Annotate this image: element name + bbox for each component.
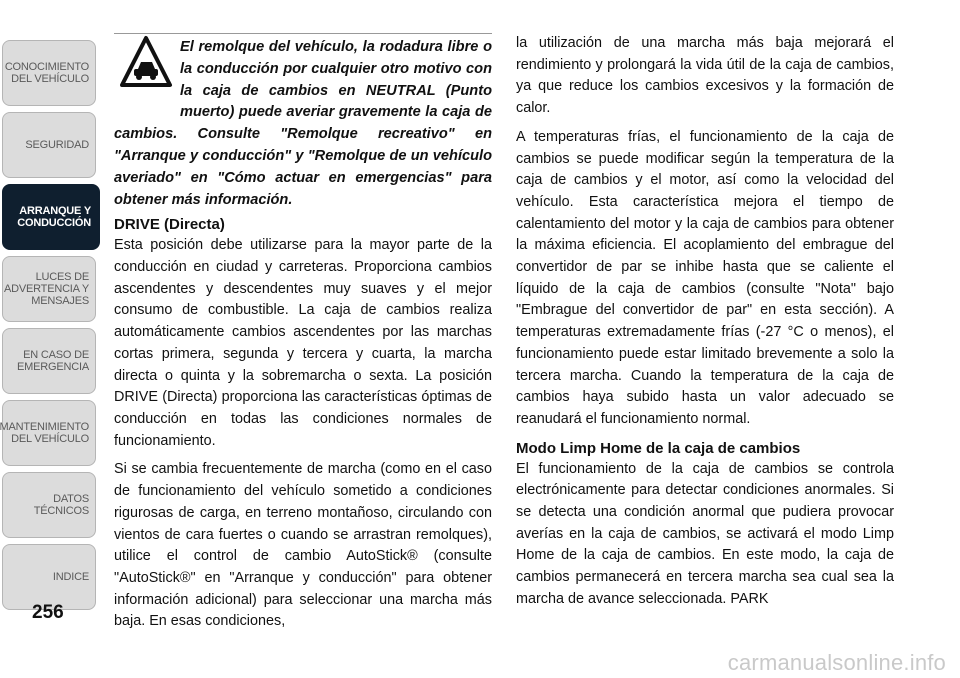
left-column [114, 33, 492, 640]
paragraph: Si se cambia frecuentemente de marcha (como en el caso de funcionamiento del vehículo sometido a condiciones rigurosas de carga, en terreno montañoso, circulando con vientos de cara fuertes o cuando se arrastran remolques), utilice el control de cambio AutoStick® (consulte "AutoStick®" en "Arranque y conducción" para obtener información adicional) para seleccionar una marcha más baja. En esas condiciones, [114, 461, 492, 630]
page-number: 256 [32, 602, 64, 623]
right-column [516, 33, 894, 618]
tab-arranque-y-conduccion[interactable]: ARRANQUE Y CONDUCCIÓN [2, 184, 98, 250]
tab-mantenimiento[interactable]: MANTENIMIENTO DEL VEHÍCULO [2, 400, 96, 466]
watermark: carmanualsonline.info [727, 650, 946, 675]
warning-top-rule [114, 33, 492, 34]
warning-text: El remolque del vehículo, la rodadura libre o la conducción por cualquier otro motivo con la caja de cambios en NEUTRAL (Punto muerto) puede averiar gravemente la caja de cambios. Consulte "Remolque recreativo" en "Arranque y conducción" y "Remolque de un vehículo averiado" en "Cómo actuar en emergencias" para obtener más información. [114, 39, 492, 208]
warning-triangle-car-icon [119, 35, 173, 89]
warning-box [114, 33, 492, 211]
tab-en-caso-de-emergencia[interactable]: EN CASO DE EMERGENCIA [2, 328, 96, 394]
tab-luces-de-advertencia[interactable]: LUCES DE ADVERTENCIA Y MENSAJES [2, 256, 96, 322]
tab-indice[interactable]: INDICE [2, 544, 96, 610]
paragraph: Esta posición debe utilizarse para la mayor parte de la conducción en ciudad y carreteras. Proporciona cambios ascendentes y descendentes muy suaves y el mejor consumo de combustible. La caja de cambios realiza automáticamente cambios ascendentes por las marchas cortas primera, segunda y tercera y cuarta, la marcha directa o quinta y la sobremarcha o sexta. La posición DRIVE (Directa) proporciona las características óptimas de conducción en todas las condiciones normales de funcionamiento. [114, 237, 492, 449]
paragraph: la utilización de una marcha más baja mejorará el rendimiento y prolongará la vida útil de la caja de cambios, ya que reduce los cambios excesivos y la formación de calor. [516, 35, 894, 117]
tab-conocimiento-del-vehiculo[interactable]: CONOCIMIENTO DEL VEHÍCULO [2, 40, 96, 106]
chapter-sidebar [0, 0, 100, 678]
paragraph: A temperaturas frías, el funcionamiento de la caja de cambios se puede modificar según la temperatura de la caja de cambios y el motor, así como la velocidad del vehículo. Esta característica mejora el tiempo de calentamiento del motor y la caja de cambios para obtener la máxima eficiencia. El acoplamiento del embrague del convertidor de par se inhibe hasta que se caliente el líquido de la caja de cambios (consulte "Nota" bajo "Embrague del convertidor de par" en esta sección). A temperaturas extremadamente frías (-27 °C o menos), el funcionamiento puede estar limitado brevemente a solo la tercera marcha. Cuando la temperatura de la caja de cambios haya subido hasta un valor adecuado se reanudará el funcionamiento normal. [516, 128, 894, 427]
section-heading-drive: DRIVE (Directa) [114, 216, 225, 234]
tab-datos-tecnicos[interactable]: DATOS TÉCNICOS [2, 472, 96, 538]
section-heading-limp-home: Modo Limp Home de la caja de cambios [516, 439, 801, 457]
paragraph: El funcionamiento de la caja de cambios se controla electrónicamente para detectar condiciones anormales. Si se detecta una condición anormal que pudiera provocar averías en la caja de cambios, se activará el modo Limp Home de la caja de cambios. En este modo, la caja de cambios permanecerá en tercera marcha sea cual sea la marcha de avance seleccionada. PARK [516, 460, 894, 607]
tab-seguridad[interactable]: SEGURIDAD [2, 112, 96, 178]
